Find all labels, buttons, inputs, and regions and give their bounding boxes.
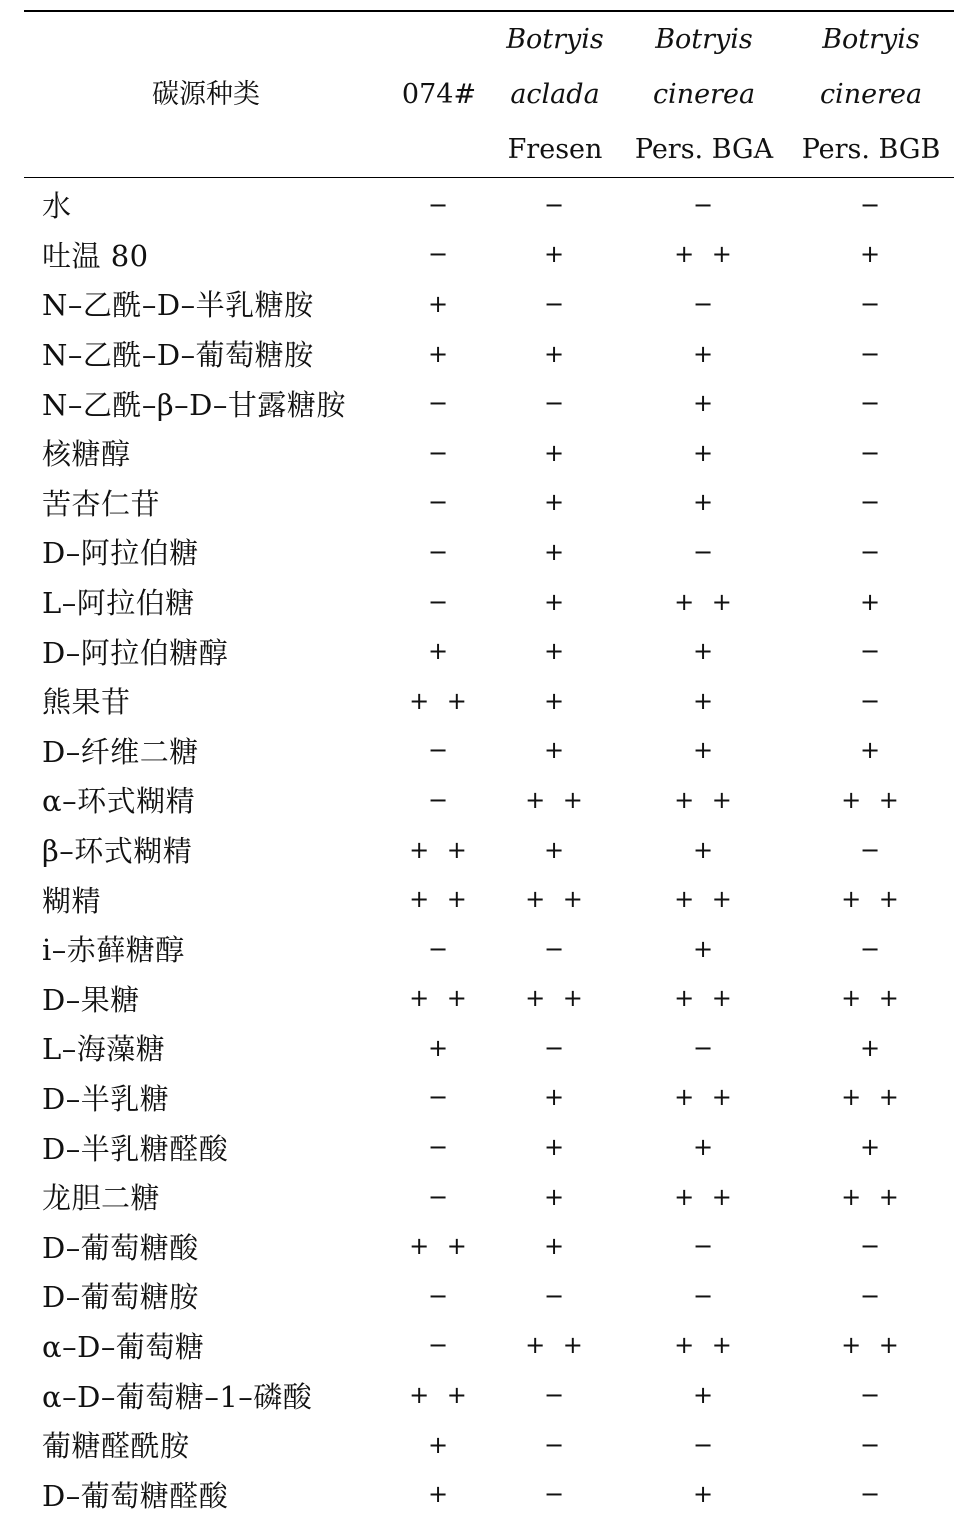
carbon-source-name: α–D–葡萄糖–1–磷酸	[42, 1379, 313, 1414]
carbon-source-name: N–乙酰–D–半乳糖胺	[42, 288, 314, 323]
result-cell: −	[543, 1381, 567, 1410]
header-carbon-source	[24, 67, 388, 122]
carbon-source-name: D–葡萄糖醛酸	[42, 1478, 229, 1513]
result-cell: −	[859, 1430, 883, 1459]
result-cell: +	[692, 1381, 716, 1410]
result-cell: +	[859, 1133, 883, 1162]
result-cell: +	[543, 240, 567, 269]
result-cell: −	[427, 736, 451, 765]
table-row	[24, 329, 954, 379]
table-row	[24, 874, 954, 924]
header-botryis-aclada-fresen	[490, 12, 620, 177]
result-cell: +	[692, 438, 716, 467]
table-row	[24, 1023, 954, 1073]
header-line: cinerea	[819, 79, 923, 110]
table-row	[24, 1122, 954, 1172]
result-cell: +	[692, 637, 716, 666]
carbon-source-name: D–果糖	[42, 982, 140, 1017]
result-cell: −	[543, 190, 567, 219]
result-cell: −	[859, 488, 883, 517]
table-row	[24, 676, 954, 726]
header-line: Pers. BGB	[801, 134, 941, 165]
result-cell: −	[427, 389, 451, 418]
result-cell: +	[427, 1033, 451, 1062]
result-cell: + +	[525, 885, 585, 914]
result-cell: + +	[674, 984, 734, 1013]
result-cell: −	[543, 1033, 567, 1062]
result-cell: −	[543, 1480, 567, 1509]
result-cell: + +	[841, 1331, 901, 1360]
table-row	[24, 1321, 954, 1371]
header-line: 074#	[401, 79, 477, 110]
result-cell: +	[859, 587, 883, 616]
carbon-source-table	[24, 10, 954, 1519]
result-cell: +	[427, 289, 451, 318]
result-cell: −	[692, 1033, 716, 1062]
carbon-source-name: 苦杏仁苷	[42, 486, 161, 521]
result-cell: +	[427, 637, 451, 666]
table-row	[24, 1172, 954, 1222]
result-cell: + +	[674, 1182, 734, 1211]
header-line: Fresen	[507, 134, 603, 165]
result-cell: −	[427, 537, 451, 566]
carbon-source-name: 葡糖醛酰胺	[42, 1429, 190, 1464]
table-body	[24, 178, 954, 1519]
result-cell: −	[859, 637, 883, 666]
result-cell: −	[543, 389, 567, 418]
table-row	[24, 1221, 954, 1271]
carbon-source-name: 核糖醇	[42, 437, 131, 472]
result-cell: −	[427, 488, 451, 517]
table-row	[24, 1370, 954, 1420]
result-cell: + +	[674, 785, 734, 814]
result-cell: +	[543, 537, 567, 566]
result-cell: −	[859, 339, 883, 368]
result-cell: +	[543, 637, 567, 666]
result-cell: −	[543, 934, 567, 963]
table-row	[24, 1469, 954, 1519]
result-cell: +	[692, 934, 716, 963]
carbon-source-name: D–半乳糖	[42, 1081, 170, 1116]
result-cell: +	[427, 1430, 451, 1459]
result-cell: +	[859, 736, 883, 765]
table-row	[24, 378, 954, 428]
result-cell: −	[427, 587, 451, 616]
result-cell: + +	[841, 885, 901, 914]
result-cell: + +	[525, 1331, 585, 1360]
result-cell: −	[859, 1480, 883, 1509]
carbon-source-name: 龙胆二糖	[42, 1181, 161, 1216]
result-cell: +	[692, 339, 716, 368]
result-cell: −	[692, 190, 716, 219]
table-row	[24, 726, 954, 776]
table-row	[24, 825, 954, 875]
carbon-source-name: D–纤维二糖	[42, 734, 199, 769]
result-cell: +	[543, 339, 567, 368]
result-cell: +	[692, 488, 716, 517]
result-cell: + +	[674, 240, 734, 269]
table-row	[24, 527, 954, 577]
result-cell: −	[859, 537, 883, 566]
result-cell: −	[427, 240, 451, 269]
table-row	[24, 577, 954, 627]
header-line: cinerea	[652, 79, 756, 110]
carbon-source-name: β–环式糊精	[42, 834, 193, 869]
table-row	[24, 626, 954, 676]
result-cell: +	[543, 686, 567, 715]
result-cell: −	[692, 1232, 716, 1261]
result-cell: + +	[409, 1381, 469, 1410]
carbon-source-name: L–海藻糖	[42, 1032, 166, 1067]
result-cell: −	[427, 1182, 451, 1211]
result-cell: −	[427, 190, 451, 219]
result-cell: + +	[674, 587, 734, 616]
result-cell: + +	[409, 984, 469, 1013]
result-cell: +	[543, 488, 567, 517]
carbon-source-name: 糊精	[42, 883, 102, 918]
header-botryis-cinerea-bga	[620, 12, 788, 177]
carbon-source-name: L–阿拉伯糖	[42, 586, 195, 621]
table-row	[24, 180, 954, 230]
result-cell: +	[543, 1083, 567, 1112]
table-row	[24, 775, 954, 825]
result-cell: −	[859, 1281, 883, 1310]
table-row	[24, 1271, 954, 1321]
carbon-source-name: N–乙酰–D–葡萄糖胺	[42, 338, 314, 373]
table-row	[24, 1073, 954, 1123]
result-cell: + +	[674, 1083, 734, 1112]
result-cell: −	[859, 686, 883, 715]
result-cell: +	[692, 1133, 716, 1162]
result-cell: −	[427, 1133, 451, 1162]
result-cell: +	[543, 1182, 567, 1211]
result-cell: +	[692, 1480, 716, 1509]
result-cell: −	[427, 438, 451, 467]
result-cell: −	[692, 1430, 716, 1459]
table-row	[24, 924, 954, 974]
result-cell: −	[859, 289, 883, 318]
result-cell: +	[692, 686, 716, 715]
table-row	[24, 478, 954, 528]
result-cell: + +	[841, 785, 901, 814]
result-cell: + +	[409, 1232, 469, 1261]
result-cell: + +	[674, 1331, 734, 1360]
result-cell: −	[859, 1381, 883, 1410]
result-cell: −	[859, 438, 883, 467]
header-line: 碳源种类	[152, 79, 260, 110]
table-row	[24, 1420, 954, 1470]
result-cell: +	[543, 835, 567, 864]
result-cell: +	[859, 240, 883, 269]
table-row	[24, 428, 954, 478]
result-cell: +	[692, 389, 716, 418]
table-row	[24, 230, 954, 280]
table-row	[24, 974, 954, 1024]
result-cell: + +	[525, 785, 585, 814]
carbon-source-name: D–半乳糖醛酸	[42, 1131, 229, 1166]
result-cell: +	[543, 587, 567, 616]
carbon-source-name: D–葡萄糖胺	[42, 1280, 199, 1315]
header-botryis-cinerea-bgb	[788, 12, 954, 177]
carbon-source-name: α–D–葡萄糖	[42, 1329, 205, 1364]
result-cell: + +	[409, 885, 469, 914]
result-cell: +	[692, 736, 716, 765]
header-line: Pers. BGA	[634, 134, 774, 165]
result-cell: +	[543, 438, 567, 467]
carbon-source-name: D–阿拉伯糖	[42, 536, 199, 571]
result-cell: −	[427, 934, 451, 963]
result-cell: −	[859, 1232, 883, 1261]
carbon-source-name: i–赤藓糖醇	[42, 933, 185, 968]
carbon-source-name: N–乙酰–β–D–甘露糖胺	[42, 387, 346, 422]
result-cell: −	[543, 289, 567, 318]
carbon-source-name: D–葡萄糖酸	[42, 1230, 199, 1265]
carbon-source-name: 熊果苷	[42, 685, 131, 720]
result-cell: +	[543, 1133, 567, 1162]
carbon-source-name: 吐温 80	[42, 238, 149, 273]
header-line: Botryis	[655, 24, 753, 55]
result-cell: + +	[409, 686, 469, 715]
header-line: Botryis	[506, 24, 604, 55]
result-cell: −	[692, 1281, 716, 1310]
result-cell: + +	[841, 984, 901, 1013]
result-cell: −	[543, 1281, 567, 1310]
result-cell: −	[859, 389, 883, 418]
result-cell: + +	[841, 1182, 901, 1211]
result-cell: −	[859, 190, 883, 219]
header-line: Botryis	[822, 24, 920, 55]
result-cell: +	[427, 1480, 451, 1509]
result-cell: + +	[674, 885, 734, 914]
result-cell: −	[427, 785, 451, 814]
result-cell: −	[859, 835, 883, 864]
result-cell: −	[859, 934, 883, 963]
carbon-source-name: 水	[42, 189, 72, 224]
result-cell: +	[427, 339, 451, 368]
carbon-source-name: α–环式糊精	[42, 784, 196, 819]
result-cell: + +	[525, 984, 585, 1013]
header-line: aclada	[510, 79, 600, 110]
result-cell: −	[692, 289, 716, 318]
result-cell: −	[427, 1281, 451, 1310]
result-cell: −	[692, 537, 716, 566]
result-cell: + +	[841, 1083, 901, 1112]
table-header-row	[24, 12, 954, 177]
result-cell: +	[859, 1033, 883, 1062]
result-cell: −	[427, 1331, 451, 1360]
table-row	[24, 279, 954, 329]
result-cell: −	[543, 1430, 567, 1459]
result-cell: +	[543, 736, 567, 765]
carbon-source-name: D–阿拉伯糖醇	[42, 635, 229, 670]
header-074	[388, 67, 490, 122]
result-cell: +	[692, 835, 716, 864]
result-cell: +	[543, 1232, 567, 1261]
result-cell: −	[427, 1083, 451, 1112]
result-cell: + +	[409, 835, 469, 864]
